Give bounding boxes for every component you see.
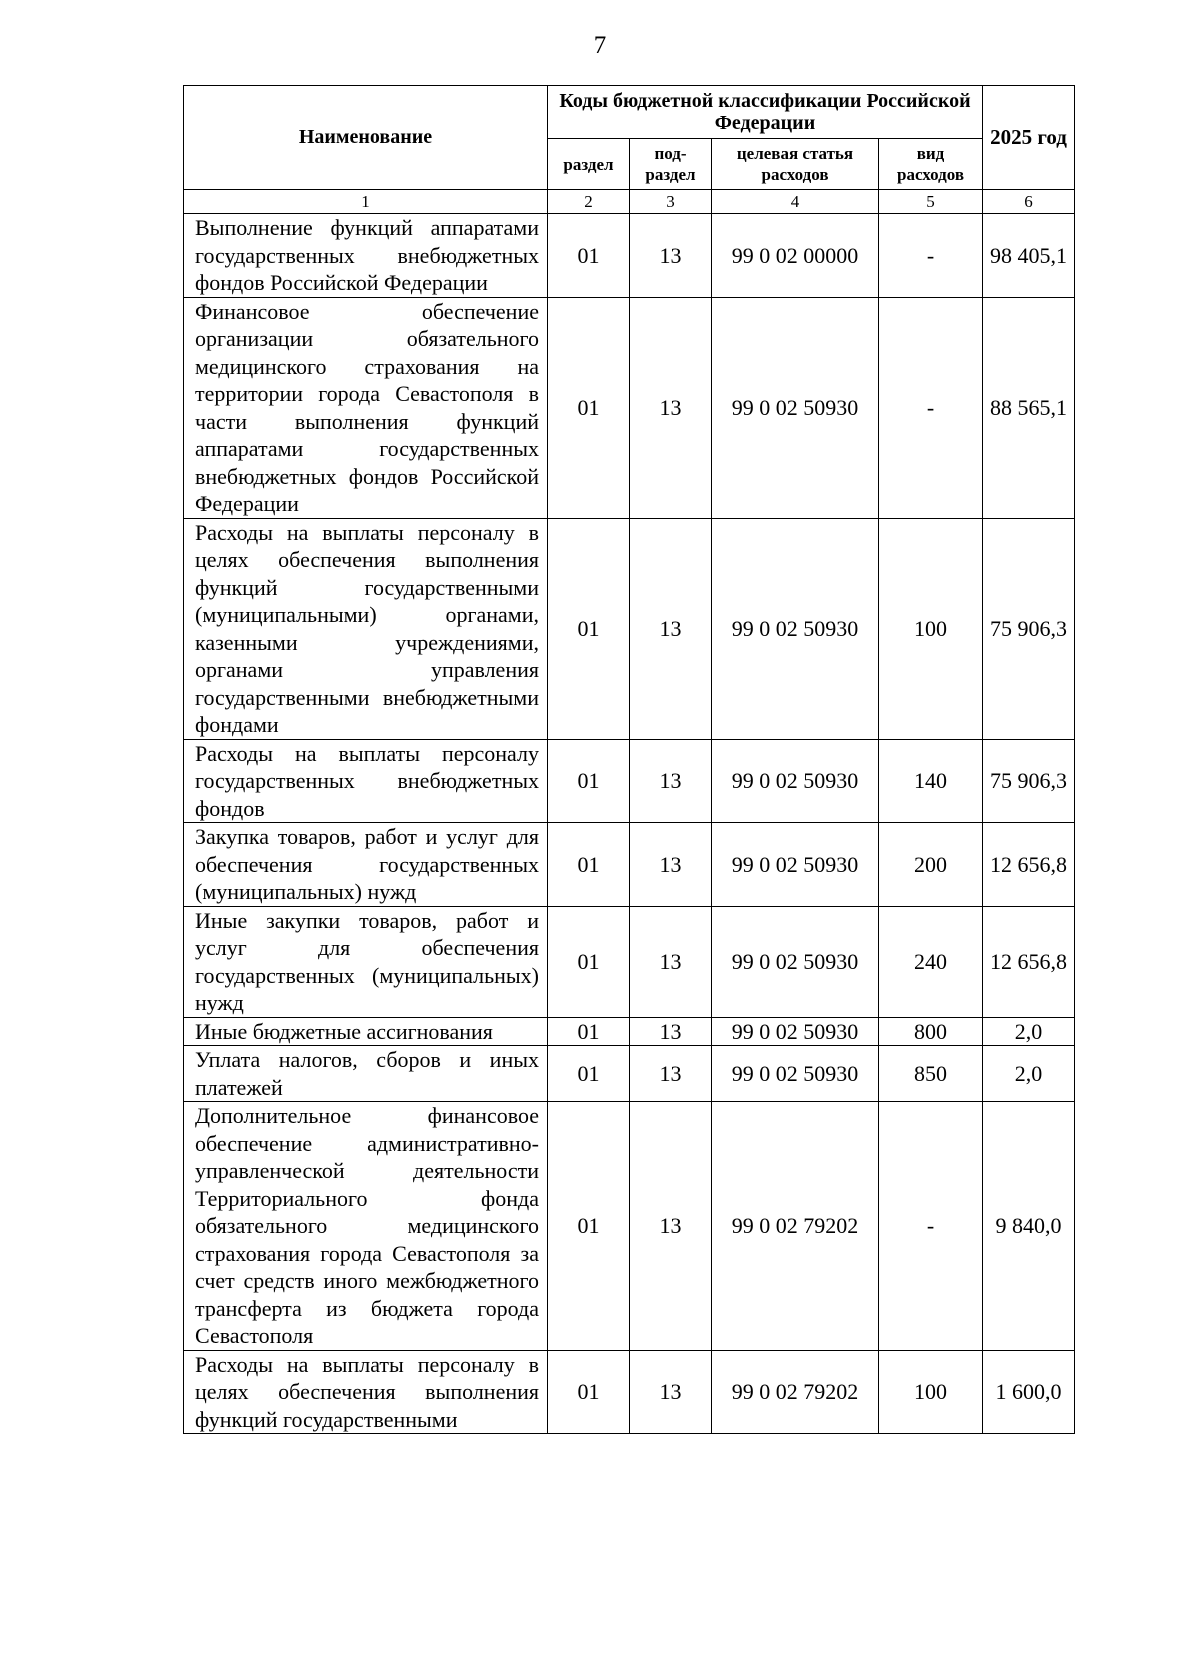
row-subsection: 13 [630, 1102, 712, 1351]
column-number: 1 [184, 190, 548, 214]
row-expense-type: 200 [879, 823, 983, 907]
row-amount: 12 656,8 [983, 823, 1075, 907]
row-section: 01 [548, 823, 630, 907]
row-expense-type: 850 [879, 1046, 983, 1102]
table-row [184, 518, 1075, 739]
row-section: 01 [548, 297, 630, 518]
row-name: Расходы на выплаты персоналу в целях обеспечения выполнения функций государственными (муниципальными) органами, казенными учреждениями, органами управления государственными внебюджетными фондами [184, 518, 548, 739]
row-subsection: 13 [630, 297, 712, 518]
row-amount: 88 565,1 [983, 297, 1075, 518]
table-row [184, 214, 1075, 298]
table-row [184, 906, 1075, 1017]
row-name: Закупка товаров, работ и услуг для обеспечения государственных (муниципальных) нужд [184, 823, 548, 907]
table-row [184, 1102, 1075, 1351]
row-target-article: 99 0 02 00000 [712, 214, 879, 298]
row-name: Иные бюджетные ассигнования [184, 1017, 548, 1046]
row-expense-type: 800 [879, 1017, 983, 1046]
column-number: 2 [548, 190, 630, 214]
row-target-article: 99 0 02 50930 [712, 1046, 879, 1102]
header-row-top [184, 86, 1075, 139]
row-subsection: 13 [630, 906, 712, 1017]
row-subsection: 13 [630, 1046, 712, 1102]
row-section: 01 [548, 518, 630, 739]
row-target-article: 99 0 02 50930 [712, 1017, 879, 1046]
row-target-article: 99 0 02 50930 [712, 823, 879, 907]
column-number-row [184, 190, 1075, 214]
table-row [184, 1350, 1075, 1434]
table-row [184, 1017, 1075, 1046]
table-row [184, 739, 1075, 823]
row-amount: 9 840,0 [983, 1102, 1075, 1351]
row-expense-type: - [879, 1102, 983, 1351]
column-number: 5 [879, 190, 983, 214]
row-name: Расходы на выплаты персоналу в целях обеспечения выполнения функций государственными [184, 1350, 548, 1434]
header-name: Наименование [184, 86, 548, 190]
row-name: Дополнительное финансовое обеспечение административно-управленческой деятельности Территориального фонда обязательного медицинского страхования города Севастополя за счет средств иного межбюджетного трансферта из бюджета города Севастополя [184, 1102, 548, 1351]
row-section: 01 [548, 1102, 630, 1351]
row-expense-type: - [879, 214, 983, 298]
row-target-article: 99 0 02 50930 [712, 518, 879, 739]
budget-table [183, 85, 1075, 1434]
row-expense-type: 240 [879, 906, 983, 1017]
row-expense-type: 100 [879, 1350, 983, 1434]
row-target-article: 99 0 02 50930 [712, 906, 879, 1017]
row-section: 01 [548, 1046, 630, 1102]
row-subsection: 13 [630, 739, 712, 823]
table-row [184, 823, 1075, 907]
row-subsection: 13 [630, 1017, 712, 1046]
header-subsection: под- раздел [630, 139, 712, 190]
header-section: раздел [548, 139, 630, 190]
row-subsection: 13 [630, 823, 712, 907]
header-codes-group: Коды бюджетной классификации Российской Федерации [548, 86, 983, 139]
column-number: 4 [712, 190, 879, 214]
row-name: Уплата налогов, сборов и иных платежей [184, 1046, 548, 1102]
row-amount: 75 906,3 [983, 739, 1075, 823]
row-name: Финансовое обеспечение организации обязательного медицинского страхования на территории города Севастополя в части выполнения функций аппаратами государственных внебюджетных фондов Российской Федерации [184, 297, 548, 518]
row-amount: 75 906,3 [983, 518, 1075, 739]
row-expense-type: - [879, 297, 983, 518]
row-target-article: 99 0 02 50930 [712, 739, 879, 823]
row-section: 01 [548, 1350, 630, 1434]
column-number: 3 [630, 190, 712, 214]
row-target-article: 99 0 02 79202 [712, 1102, 879, 1351]
column-number: 6 [983, 190, 1075, 214]
row-name: Иные закупки товаров, работ и услуг для обеспечения государственных (муниципальных) нужд [184, 906, 548, 1017]
table-row [184, 1046, 1075, 1102]
row-amount: 12 656,8 [983, 906, 1075, 1017]
row-target-article: 99 0 02 79202 [712, 1350, 879, 1434]
row-section: 01 [548, 1017, 630, 1046]
row-subsection: 13 [630, 518, 712, 739]
row-amount: 2,0 [983, 1017, 1075, 1046]
row-section: 01 [548, 906, 630, 1017]
row-amount: 98 405,1 [983, 214, 1075, 298]
row-subsection: 13 [630, 1350, 712, 1434]
row-target-article: 99 0 02 50930 [712, 297, 879, 518]
table-row [184, 297, 1075, 518]
row-amount: 1 600,0 [983, 1350, 1075, 1434]
header-year: 2025 год [983, 86, 1075, 190]
row-name: Расходы на выплаты персоналу государственных внебюджетных фондов [184, 739, 548, 823]
page-number: 7 [593, 32, 607, 59]
row-expense-type: 140 [879, 739, 983, 823]
row-subsection: 13 [630, 214, 712, 298]
row-name: Выполнение функций аппаратами государственных внебюджетных фондов Российской Федерации [184, 214, 548, 298]
header-target-article: целевая статья расходов [712, 139, 879, 190]
row-amount: 2,0 [983, 1046, 1075, 1102]
row-expense-type: 100 [879, 518, 983, 739]
header-expense-type: вид расходов [879, 139, 983, 190]
row-section: 01 [548, 214, 630, 298]
row-section: 01 [548, 739, 630, 823]
